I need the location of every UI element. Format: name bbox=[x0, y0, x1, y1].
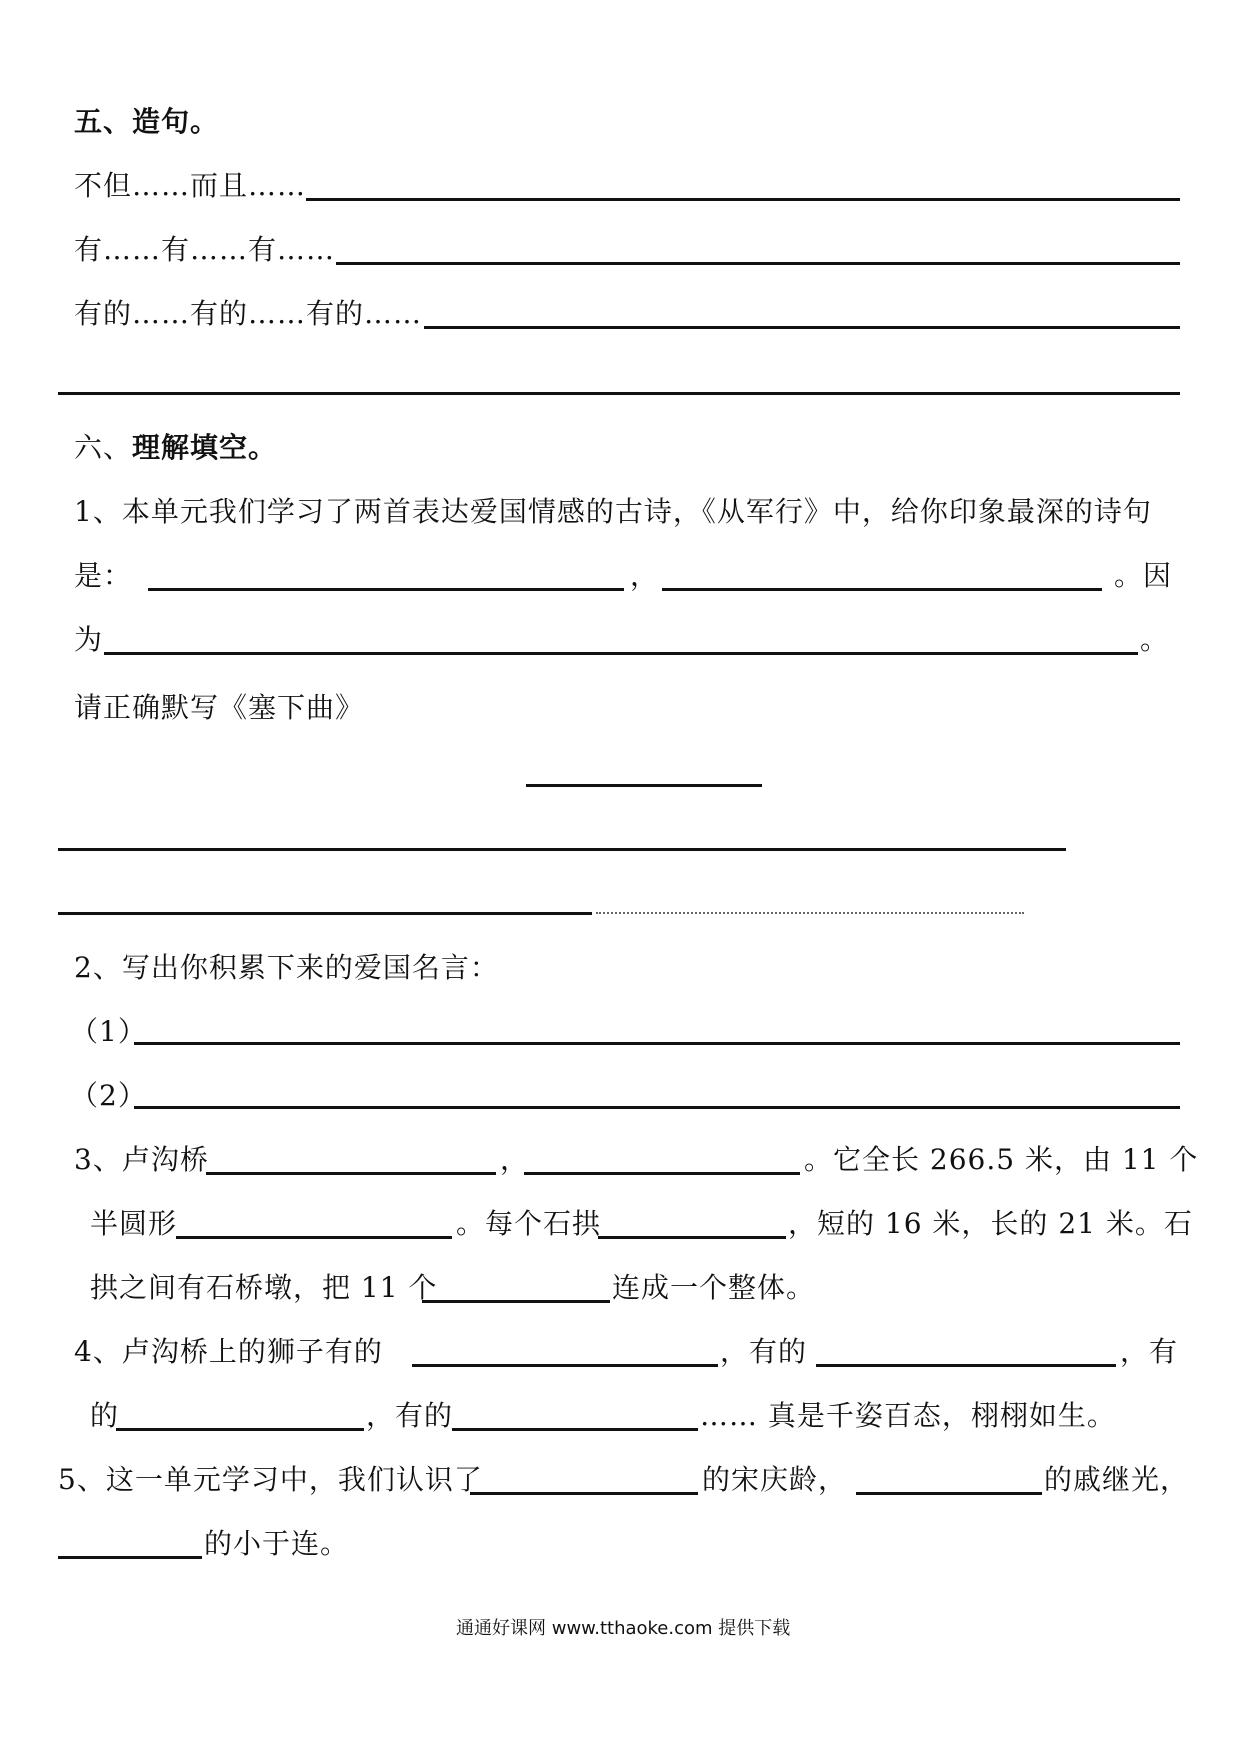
q4-text-b: ，有的 bbox=[720, 1335, 808, 1368]
q3-text-g: 拱之间有石桥墩，把 11 个 bbox=[90, 1271, 438, 1304]
q4-text-e: ，有的 bbox=[366, 1399, 454, 1432]
q4-blank-1[interactable] bbox=[412, 1364, 718, 1367]
q1-yin: 。因 bbox=[1114, 559, 1173, 592]
sentence-prompt-2: 有……有……有…… bbox=[74, 233, 336, 266]
q3-blank-2[interactable] bbox=[524, 1172, 800, 1175]
q3-blank-4[interactable] bbox=[598, 1236, 786, 1239]
q3-text-f: ，短的 16 米，长的 21 米。石 bbox=[788, 1207, 1193, 1240]
q3-text-a: 3、卢沟桥 bbox=[74, 1143, 209, 1176]
q5-text-a: 5、这一单元学习中，我们认识了 bbox=[58, 1463, 483, 1496]
q5-text-c: 的戚继光， bbox=[1044, 1463, 1190, 1496]
q4-text-f: …… 真是千姿百态，栩栩如生。 bbox=[700, 1399, 1116, 1432]
q1-reason-blank[interactable] bbox=[104, 652, 1138, 655]
q2-quote-blank-2[interactable] bbox=[134, 1106, 1180, 1109]
q5-text-d: 的小于连。 bbox=[204, 1527, 350, 1560]
q4-blank-2[interactable] bbox=[816, 1364, 1116, 1367]
poem-line-blank-2[interactable] bbox=[58, 912, 592, 915]
poem-line-dotted bbox=[596, 912, 1024, 914]
q4-text-a: 4、卢沟桥上的狮子有的 bbox=[74, 1335, 383, 1368]
q2-item-1-label: （1） bbox=[70, 1015, 147, 1048]
q3-text-c: 。它全长 266.5 米，由 11 个 bbox=[804, 1143, 1199, 1176]
q3-blank-5[interactable] bbox=[422, 1300, 610, 1303]
section-5-title: 五、造句。 bbox=[74, 105, 220, 138]
sentence-prompt-1: 不但……而且…… bbox=[74, 169, 307, 202]
q1-poem-blank-2[interactable] bbox=[662, 588, 1102, 591]
q5-text-b: 的宋庆龄， bbox=[702, 1463, 848, 1496]
q1-period: 。 bbox=[1140, 623, 1170, 656]
poem-line-blank-1[interactable] bbox=[58, 848, 1066, 851]
section-6-heading: 理解填空。 bbox=[132, 431, 278, 464]
q4-blank-4[interactable] bbox=[452, 1428, 698, 1431]
section-6-title bbox=[74, 430, 277, 466]
q4-blank-3[interactable] bbox=[116, 1428, 364, 1431]
q1-wei-prefix: 为 bbox=[74, 623, 104, 656]
q5-blank-1[interactable] bbox=[470, 1492, 698, 1495]
sentence-blank-3[interactable] bbox=[424, 326, 1180, 329]
q1-shi-prefix: 是： bbox=[74, 559, 133, 592]
q2-quote-blank-1[interactable] bbox=[134, 1042, 1180, 1045]
q3-blank-1[interactable] bbox=[206, 1172, 496, 1175]
sentence-prompt-3: 有的……有的……有的…… bbox=[74, 297, 423, 330]
poem-title-blank[interactable] bbox=[526, 784, 762, 787]
q1-comma: ， bbox=[630, 559, 660, 592]
q1-poem-blank-1[interactable] bbox=[148, 588, 624, 591]
q4-text-d: 的 bbox=[90, 1399, 120, 1432]
footer-credit: 通通好课网 www.tthaoke.com 提供下载 bbox=[456, 1618, 791, 1639]
q3-text-b: ， bbox=[500, 1143, 530, 1176]
q5-blank-3[interactable] bbox=[58, 1556, 202, 1559]
q2-prompt: 2、写出你积累下来的爱国名言： bbox=[74, 951, 499, 984]
q3-text-e: 。每个石拱 bbox=[456, 1207, 602, 1240]
q4-text-c: ，有 bbox=[1120, 1335, 1179, 1368]
sentence-blank-4[interactable] bbox=[58, 392, 1180, 395]
section-6-number: 六、 bbox=[74, 431, 133, 464]
q3-blank-3[interactable] bbox=[176, 1236, 452, 1239]
q3-text-d: 半圆形 bbox=[90, 1207, 178, 1240]
q2-item-2-label: （2） bbox=[70, 1079, 147, 1112]
q5-blank-2[interactable] bbox=[856, 1492, 1042, 1495]
q3-text-h: 连成一个整体。 bbox=[612, 1271, 816, 1304]
q1-dictation-prompt: 请正确默写《塞下曲》 bbox=[74, 691, 365, 724]
sentence-blank-2[interactable] bbox=[336, 262, 1180, 265]
q1-text: 1、本单元我们学习了两首表达爱国情感的古诗，《从军行》中，给你印象最深的诗句 bbox=[74, 495, 1152, 528]
sentence-blank-1[interactable] bbox=[306, 198, 1180, 201]
